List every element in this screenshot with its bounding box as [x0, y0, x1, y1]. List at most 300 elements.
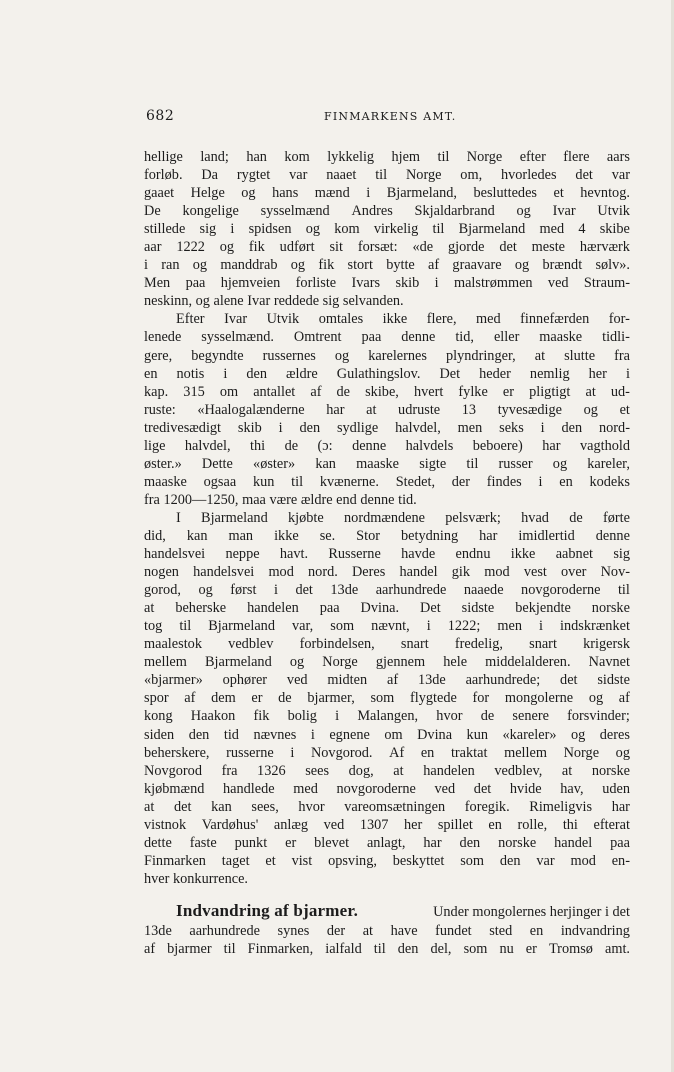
text-line [144, 852, 630, 870]
word: ikke [274, 527, 299, 544]
text-line [144, 365, 630, 383]
word: Bjarmeland [208, 618, 275, 635]
word: et [265, 852, 276, 869]
word: i [230, 221, 235, 238]
word: Bjarmeland [205, 654, 272, 671]
word: en [420, 744, 435, 761]
word: gorod, [144, 582, 181, 599]
word: førte [602, 509, 630, 526]
word: kjøbte [288, 509, 324, 526]
word: sidste [461, 600, 495, 617]
word: nævnt, [371, 618, 410, 635]
word: «bjarmer» [144, 672, 203, 689]
paragraph [144, 310, 630, 509]
word: seks [499, 419, 524, 436]
word: Tromsø [548, 940, 593, 957]
word: man [228, 527, 254, 544]
word: vist [291, 852, 313, 869]
word: med [476, 311, 501, 328]
word: 13de [144, 922, 172, 939]
word: Af [389, 744, 405, 761]
word: de [569, 509, 583, 526]
word: om, [460, 167, 483, 184]
word: paa [185, 275, 206, 292]
word: russernes [262, 347, 316, 364]
word: med [539, 221, 565, 238]
word: sidste [597, 672, 630, 689]
word: i [310, 726, 315, 743]
word: nu [499, 940, 514, 957]
word: have [390, 922, 418, 939]
word: at [393, 762, 404, 779]
word: fundet [435, 922, 472, 939]
word: novgoroderne [336, 780, 416, 797]
word: det [173, 798, 192, 815]
word: at [144, 798, 155, 815]
word: til [466, 455, 479, 472]
word: vagthold [579, 437, 630, 454]
word: lenede [144, 329, 182, 346]
word: middelalderen. [485, 654, 571, 671]
word: neskinn, og alene Ivar reddede sig selvanden. [144, 293, 404, 310]
word: Navnet [588, 654, 630, 671]
word: taget [221, 852, 250, 869]
word: de [278, 690, 292, 707]
word: fik [253, 708, 270, 725]
word: traktat [450, 744, 488, 761]
word: ved [547, 275, 569, 292]
word: et [619, 401, 630, 418]
word: neppe [225, 546, 260, 563]
text-line [144, 870, 630, 888]
paragraph [144, 148, 630, 310]
word: om [219, 383, 239, 400]
word: er [251, 690, 263, 707]
text-line [144, 274, 630, 292]
word: «Haalogalænderne [197, 401, 305, 418]
word: manddrab [220, 257, 278, 274]
word: Efter [176, 311, 205, 328]
word: den [459, 834, 481, 851]
word: ved [323, 816, 345, 833]
word: nord- [598, 419, 630, 436]
word: se. [319, 527, 336, 544]
word: rygtet [236, 167, 271, 184]
text-line [144, 635, 630, 653]
word: 1307 [359, 816, 389, 833]
word: Ivar [552, 203, 576, 220]
word: Utvik [266, 311, 300, 328]
text-line [144, 689, 630, 707]
word: notis [176, 365, 205, 382]
word: fylke [458, 383, 488, 400]
word: udruste [398, 401, 441, 418]
text-line [144, 310, 630, 328]
word: til [291, 473, 304, 490]
word: lige [144, 437, 166, 454]
word: stort [347, 257, 373, 274]
word: gaaet [144, 185, 175, 202]
word: hjemveien [220, 275, 281, 292]
word: eller [493, 329, 520, 346]
word: kun [252, 473, 275, 490]
word: malstrømmen [453, 275, 533, 292]
word: gjorde [447, 239, 485, 256]
word: kjøbmænd [144, 780, 205, 797]
word: endnu [455, 546, 491, 563]
text-line [144, 798, 630, 816]
text-line [144, 184, 630, 202]
word: forbindelsen, [299, 636, 375, 653]
word: fik [318, 257, 335, 274]
word: ran [161, 257, 180, 274]
word: vedblev [228, 636, 274, 653]
section-gap [144, 888, 630, 900]
word: (ɔ: [317, 437, 333, 454]
word: i [335, 708, 340, 725]
word: øster.» [144, 455, 182, 472]
word: forsæt: [357, 239, 398, 256]
word: betydning [400, 527, 459, 544]
word: Andres [351, 203, 393, 220]
word: tog [144, 618, 163, 635]
word: Haakon [190, 708, 236, 725]
word: Helge [190, 185, 225, 202]
word: handelsvei [144, 546, 206, 563]
text-line [144, 220, 630, 238]
text-line [144, 581, 630, 599]
word: fra [614, 347, 630, 364]
word: har [611, 798, 630, 815]
text-line [144, 816, 630, 834]
word: handlede [223, 780, 275, 797]
word: deres [599, 726, 630, 743]
word: mod [570, 852, 596, 869]
word: sølv». [595, 257, 630, 274]
word: fra [221, 762, 238, 779]
word: beherskere, [144, 744, 210, 761]
word: og [615, 744, 630, 761]
word: paa [319, 600, 340, 617]
word: i [625, 365, 630, 382]
word: til [617, 582, 630, 599]
text-line [144, 834, 630, 852]
word: han [246, 149, 267, 165]
word: snart [400, 636, 429, 653]
word: slutte [564, 347, 596, 364]
body-text [144, 148, 630, 958]
word: var [536, 852, 555, 869]
text-line [144, 419, 630, 437]
word: norske [498, 834, 537, 851]
word: sysselmænd. [201, 329, 274, 346]
word: 1222; [447, 618, 481, 635]
word: for- [608, 311, 630, 328]
word: som [463, 940, 488, 957]
word: kun [466, 726, 488, 743]
word: Det [420, 600, 441, 617]
word: Bjarmeland [458, 221, 526, 238]
word: at [144, 600, 155, 617]
word: for [472, 690, 490, 707]
word: sees [305, 762, 330, 779]
word: til [373, 940, 386, 957]
word: kom [334, 221, 360, 238]
word: graavare [452, 257, 502, 274]
word: nogen [144, 564, 179, 581]
word: over [561, 564, 587, 581]
word: bolig [287, 708, 317, 725]
word: havt. [279, 546, 309, 563]
word: synes [277, 922, 310, 939]
word: det [473, 780, 492, 797]
word: hvert [413, 383, 444, 400]
word: begyndte [191, 347, 244, 364]
word: den [499, 852, 521, 869]
word: sig [199, 221, 217, 238]
word: denne [595, 527, 630, 544]
word: de [336, 383, 351, 400]
word: gere, [144, 347, 173, 364]
word: og [198, 582, 213, 599]
word: 315 [183, 383, 205, 400]
word: hvad [521, 509, 549, 526]
word: af [428, 257, 440, 274]
word: dem [211, 690, 236, 707]
word: til [179, 618, 192, 635]
word: ældre [286, 365, 318, 382]
word: og [514, 257, 530, 274]
word: thi [250, 437, 266, 454]
word: til [375, 167, 388, 184]
word: skibe, [365, 383, 399, 400]
word: handelen [247, 600, 299, 617]
word: en [529, 922, 544, 939]
word: paa [610, 834, 630, 851]
word: ved [286, 672, 308, 689]
word: blevet [314, 834, 350, 851]
text-line [144, 491, 630, 509]
running-title: FINMARKENS AMT. [324, 110, 457, 123]
word: mod [268, 564, 294, 581]
word: flere [563, 149, 590, 165]
word: kom [284, 149, 310, 165]
word: tid [223, 726, 239, 743]
word: en [488, 816, 502, 833]
word: aar [144, 239, 162, 256]
word: spor [144, 690, 169, 707]
paragraphs [144, 148, 630, 888]
word: flere, [426, 311, 457, 328]
word: ved [434, 780, 456, 797]
text-line [144, 202, 630, 220]
text-line [144, 780, 630, 798]
word: bekjendte [515, 600, 571, 617]
word: med [293, 780, 318, 797]
text-line [144, 292, 630, 310]
word: den [188, 726, 210, 743]
word: Malangen, [357, 708, 419, 725]
text-line [144, 383, 630, 401]
word: aarhundrede [375, 582, 447, 599]
word: sted [489, 922, 513, 939]
text-line [144, 762, 630, 780]
word: har [326, 401, 345, 418]
word: sees, [251, 798, 279, 815]
word: dette [144, 834, 172, 851]
word: og [219, 239, 235, 256]
text-line [144, 726, 630, 744]
word: Straum- [583, 275, 630, 292]
word: ogsaa [203, 473, 237, 490]
word: russer [498, 455, 533, 472]
word: aarhundrede; [465, 672, 541, 689]
word: aarhundrede [189, 922, 260, 939]
text-line [144, 617, 630, 635]
word: «kareler» [502, 726, 557, 743]
word: siden [144, 726, 175, 743]
word: nord. [308, 564, 338, 581]
word: Norge [322, 654, 358, 671]
word: og [192, 257, 208, 274]
word: brændt [542, 257, 583, 274]
word: beskyttet [392, 852, 445, 869]
word: novgoroderne [521, 582, 601, 599]
text-line [144, 256, 630, 274]
word: Rimeligvis [529, 798, 593, 815]
text-line [144, 238, 630, 256]
word: Bjarmeland, [386, 185, 457, 202]
word: i [278, 419, 283, 436]
word: Norge [405, 167, 442, 184]
word: maaske [539, 329, 583, 346]
word: og [305, 221, 320, 238]
word: Ivars [351, 275, 381, 292]
word: De [144, 203, 161, 220]
word: at [366, 401, 377, 418]
word: dog, [348, 762, 374, 779]
word: var [611, 167, 630, 184]
word: Deres [351, 564, 386, 581]
text-line [144, 527, 630, 545]
word: den [299, 419, 321, 436]
word: gjennem [375, 654, 426, 671]
section-heading-rest: Under mongolernes herjinger i det [433, 903, 630, 920]
word: «de [412, 239, 434, 256]
word: mellem [504, 744, 547, 761]
word: i [539, 618, 543, 635]
word: har [423, 834, 442, 851]
word: er [525, 940, 537, 957]
paragraph [144, 509, 630, 888]
word: ruste: [144, 401, 176, 418]
word: Det [439, 365, 461, 382]
word: til [432, 221, 445, 238]
word: forliste [295, 275, 337, 292]
word: kodeks [589, 473, 630, 490]
word: denne [352, 437, 387, 454]
word: beboere) [472, 437, 523, 454]
word: det [560, 672, 578, 689]
word: kong [144, 708, 173, 725]
word: gik [451, 564, 471, 581]
word: heder [479, 365, 511, 382]
word: handelen [423, 762, 475, 779]
word: Finmarken, [247, 940, 314, 957]
word: Dvina [417, 726, 453, 743]
word: kan [315, 455, 336, 472]
word: pelsværk; [445, 509, 501, 526]
word: indvandring [560, 922, 630, 939]
text-line [144, 744, 630, 762]
word: sig [613, 546, 630, 563]
word: sit [329, 239, 343, 256]
word: til [437, 149, 450, 165]
word: handel [399, 564, 438, 581]
word: «øster» [253, 455, 296, 472]
word: har [542, 437, 561, 454]
word: hvor [436, 708, 463, 725]
word: 1326 [257, 762, 286, 779]
word: Dette [201, 455, 233, 472]
section-heading: Indvandring af bjarmer. [176, 900, 359, 920]
text-line [144, 473, 630, 491]
word: Novgorod. [310, 744, 373, 761]
word: midten [327, 672, 368, 689]
text-line [144, 509, 630, 527]
word: findes [486, 473, 522, 490]
word: skibe [599, 221, 630, 238]
word: efter [519, 149, 546, 165]
word: fredelig, [454, 636, 503, 653]
text-line [144, 401, 630, 419]
word: om [384, 726, 403, 743]
text-line [144, 347, 630, 365]
word: spillet [437, 816, 473, 833]
word: i [538, 473, 543, 490]
word: maaske [144, 473, 187, 490]
word: et [553, 185, 564, 202]
word: og [570, 726, 586, 743]
word: kap. [144, 383, 169, 400]
word: del, [430, 940, 452, 957]
word: beherske [175, 600, 227, 617]
word: hjem [391, 149, 421, 165]
word: tid, [455, 329, 474, 346]
word: ud- [610, 383, 630, 400]
word: pligtigt [529, 383, 571, 400]
word: meste [531, 239, 566, 256]
word: opsving, [328, 852, 377, 869]
word: fik [248, 239, 265, 256]
word: naaet [326, 167, 357, 184]
word: Skjaldarbrand [414, 203, 495, 220]
word: som [460, 852, 485, 869]
word: i [223, 365, 228, 382]
word: imidlertid [518, 527, 575, 544]
word: det [499, 239, 517, 256]
word: maalestok [144, 636, 202, 653]
word: en [559, 473, 573, 490]
word: indskrænket [560, 618, 630, 635]
word: det [575, 167, 593, 184]
word: kongelige [182, 203, 239, 220]
word: amt. [604, 940, 630, 957]
word: at [362, 922, 374, 939]
word: hele [443, 654, 468, 671]
word: at [561, 762, 573, 779]
text-line [144, 922, 630, 940]
